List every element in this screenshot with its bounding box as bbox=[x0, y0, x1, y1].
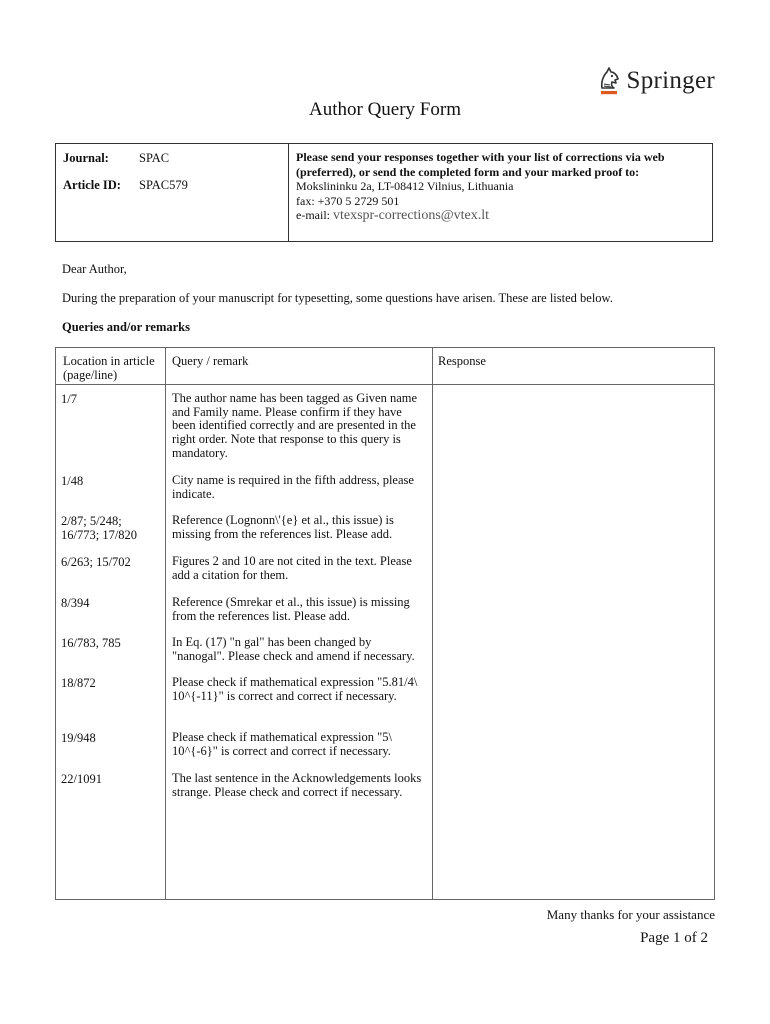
row-query: Please check if mathematical expression "5\ 10^{-6}" is correct and correct if necessary. bbox=[172, 730, 392, 758]
row-query: City name is required in the fifth address, please indicate. bbox=[172, 473, 414, 501]
row-location: 19/948 bbox=[61, 731, 96, 745]
row-location: 2/87; 5/248; 16/773; 17/820 bbox=[61, 514, 138, 542]
row-query: In Eq. (17) "n gal" has been changed by "nanogal". Please check and amend if necessary. bbox=[172, 635, 415, 663]
queries-heading: Queries and/or remarks bbox=[62, 320, 191, 334]
row-location: 8/394 bbox=[61, 596, 90, 610]
article-info-left bbox=[56, 144, 289, 241]
article-id-label: Article ID: bbox=[63, 178, 121, 192]
row-location: 6/263; 15/702 bbox=[61, 555, 131, 569]
column-divider bbox=[432, 348, 433, 899]
row-query: The author name has been tagged as Given name and Family name. Please confirm if they have been identified correctly and are presented in the right order. Note that response to this query is mandatory. bbox=[172, 391, 418, 460]
article-id-row bbox=[63, 178, 188, 193]
journal-row bbox=[63, 151, 169, 166]
row-query: Figures 2 and 10 are not cited in the text. Please add a citation for them. bbox=[172, 554, 412, 582]
journal-value: SPAC bbox=[139, 151, 170, 165]
row-location: 22/1091 bbox=[61, 772, 102, 786]
journal-label: Journal: bbox=[63, 151, 109, 165]
row-location: 18/872 bbox=[61, 676, 96, 690]
greeting: Dear Author, bbox=[62, 262, 127, 276]
row-query: Reference (Smrekar et al., this issue) is missing from the references list. Please add. bbox=[172, 595, 410, 623]
queries-table bbox=[55, 347, 715, 900]
column-divider bbox=[165, 348, 166, 899]
row-location: 1/7 bbox=[61, 392, 77, 406]
email-label: e-mail: bbox=[296, 208, 330, 222]
row-query: Reference (Lognonn\'{e} et al., this issue) is missing from the references list. Please add. bbox=[172, 513, 394, 541]
submission-instructions bbox=[289, 144, 712, 241]
row-location: 1/48 bbox=[61, 474, 84, 488]
springer-knight-icon bbox=[597, 66, 621, 96]
header-query: Query / remark bbox=[172, 354, 249, 368]
header-divider bbox=[56, 384, 714, 385]
article-info-box bbox=[55, 143, 713, 242]
page-indicator: Page 1 of 2 bbox=[640, 930, 708, 946]
mailing-address: Mokslininku 2a, LT-08412 Vilnius, Lithuania bbox=[296, 179, 514, 193]
row-query: Please check if mathematical expression "5.81/4\ 10^{-11}" is correct and correct if necessary. bbox=[172, 675, 418, 703]
email-line bbox=[296, 208, 705, 224]
header-response: Response bbox=[438, 354, 486, 368]
row-location: 16/783, 785 bbox=[61, 636, 121, 650]
intro-paragraph: During the preparation of your manuscript for typesetting, some questions have arisen. These are listed below. bbox=[62, 291, 613, 305]
row-query: The last sentence in the Acknowledgements looks strange. Please check and correct if necessary. bbox=[172, 771, 422, 799]
springer-wordmark: Springer bbox=[626, 67, 715, 94]
article-id-value: SPAC579 bbox=[139, 178, 188, 192]
form-title: Author Query Form bbox=[309, 99, 461, 120]
instruction-text: Please send your responses together with your list of corrections via web (preferred), or send the completed form and your marked proof to: bbox=[296, 150, 665, 179]
header-location: Location in article (page/line) bbox=[63, 354, 155, 382]
closing-thanks: Many thanks for your assistance bbox=[546, 907, 715, 922]
fax-number: fax: +370 5 2729 501 bbox=[296, 193, 400, 208]
email-link[interactable]: vtexspr-corrections@vtex.lt bbox=[332, 208, 490, 223]
springer-logo bbox=[597, 66, 716, 96]
